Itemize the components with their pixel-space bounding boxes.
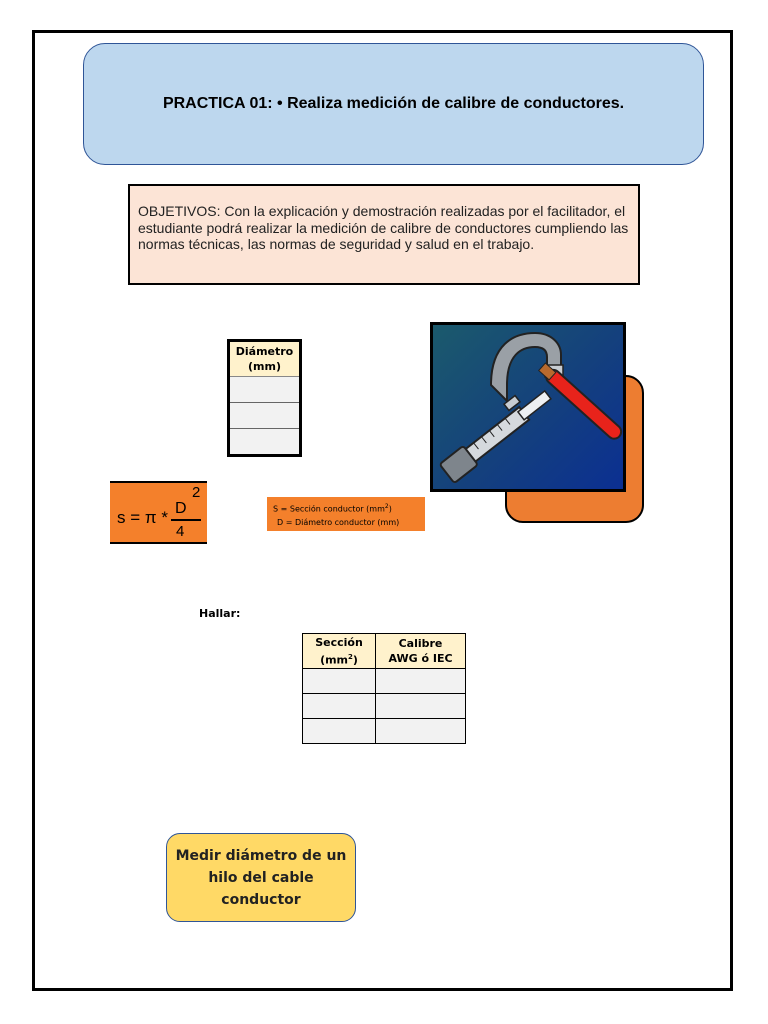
diameter-cell[interactable] — [229, 377, 301, 403]
hallar-label: Hallar: — [199, 607, 241, 620]
diameter-header-label: Diámetro — [235, 345, 294, 358]
diameter-cell[interactable] — [229, 403, 301, 429]
gauge-cell[interactable] — [376, 669, 466, 694]
instruction-text: Medir diámetro de un hilo del cable conductor — [175, 847, 347, 908]
gauge-header-unit: AWG ó IEC — [388, 652, 453, 665]
legend-section-text: S = Sección conductor (mm — [273, 504, 385, 514]
section-cell[interactable] — [303, 694, 376, 719]
formula-denominator: 4 — [176, 523, 185, 540]
diameter-header-unit: (mm) — [248, 360, 281, 373]
title-banner — [83, 43, 704, 165]
section-header-label: Sección — [315, 635, 363, 649]
formula-exponent: 2 — [192, 484, 201, 501]
gauge-cell[interactable] — [376, 719, 466, 744]
legend-section-sup: 2 — [384, 503, 389, 510]
diameter-cell[interactable] — [229, 429, 301, 456]
section-header-unit: (mm — [320, 653, 349, 667]
formula-legend — [267, 497, 425, 531]
section-cell[interactable] — [303, 719, 376, 744]
gauge-cell[interactable] — [376, 694, 466, 719]
gauge-header-label: Calibre — [398, 637, 443, 650]
micrometer-drawing — [433, 325, 623, 489]
legend-line-section — [273, 500, 425, 516]
section-cell[interactable] — [303, 669, 376, 694]
section-formula — [110, 481, 207, 544]
diameter-header — [229, 341, 301, 377]
gauge-header — [376, 634, 466, 669]
section-header-end: ) — [352, 653, 358, 667]
formula-lhs: s = π * — [117, 508, 168, 527]
result-table — [302, 633, 466, 744]
instruction-note — [166, 833, 356, 922]
formula-numerator: D — [175, 500, 187, 517]
objectives-text: OBJETIVOS: Con la explicación y demostración realizadas por el facilitador, el estudiante podrá realizar la medición de calibre de conductores cumpliendo las normas técnicas, las normas de seguridad y salud en el trabajo. — [138, 203, 629, 252]
section-header-sup: 2 — [348, 652, 353, 661]
micrometer-icon — [430, 322, 626, 492]
objectives-box — [128, 184, 640, 285]
fraction-bar — [171, 519, 201, 521]
legend-line-diameter: D = Diámetro conductor (mm) — [277, 517, 400, 527]
legend-section-end: ) — [388, 504, 392, 514]
section-header — [303, 634, 376, 669]
diameter-table — [227, 339, 302, 457]
page-title: PRACTICA 01: • Realiza medición de calibre de conductores. — [162, 95, 625, 112]
